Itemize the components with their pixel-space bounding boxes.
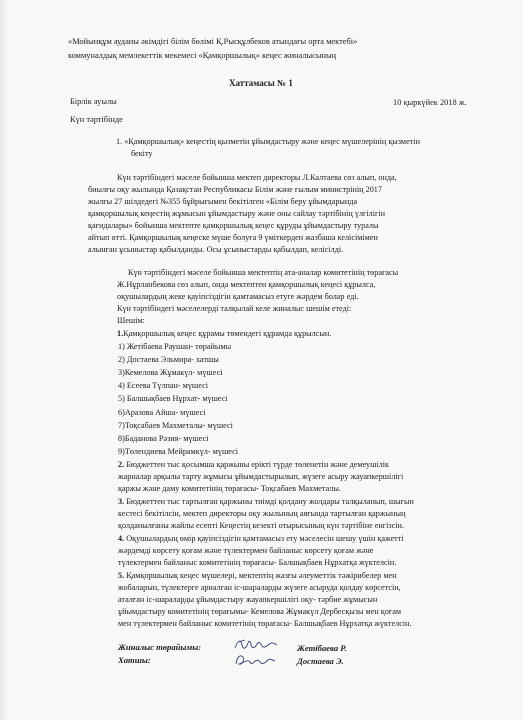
secretary-signature [232,651,278,669]
member-item: 7)Тоқсабаев Махметалы- мүшесі [118,421,233,430]
decision-number: 5. [118,571,125,580]
decision-number: 2. [118,460,125,469]
secretary-name: Достаева Э. [297,656,344,666]
scan-edge [0,0,8,720]
decision-3-line: кестесі бекітілсін, мектеп директоры оқу жылының аяғында тартылған қаржының [118,509,406,518]
para1-line: қағидалары» бойынша мектепте қамқоршылық кеңес құруды ұйымдастыру туралы [88,221,379,230]
decision-4 [118,535,404,543]
para1-line: қамқоршылық кеңестің жұмысын ұйымдастыру және оны сайлау тәртібінің үлгілігін [88,209,386,218]
member-item: 1) Жетібаева Раушан- төрайымы [118,342,232,351]
decision-text: Бюджеттен тыс тартылған қаржыны тиімді қолдану жолдары талқыланып, шығын [126,497,414,506]
para2-line: Күн тәртібіндегі мәселе бойынша мектептің ата-аналар комитетінің төрағасы [128,268,399,277]
decision-1 [117,330,331,338]
decision-5-line: жобаларын, түлектерге арналған іс-шараларды жүзеге асыруда қолдау көрсетсін, [118,583,401,592]
agenda-item-line-1: 1. «Қамқоршылық» кеңестің қызметін ұйымдастыру және кеңес мүшелерінің қызметін [116,137,420,146]
agenda-label: Күн тәртібінде [70,115,123,124]
header-line-2: коммуналдық мемлекеттік мекемесі «Қамқоршылық» кеңес жиналысының [68,51,337,60]
decision-5-line: аталған іс-шараларды ұйымдастыру жауапкершілігі оқу- тәрбие жұмысын [118,595,378,604]
decision-label: Шешім: [117,316,145,325]
para1-line: айтып өтті. Қамқоршылық кеңеске мүше болуға 9 үміткерден жазбаша келісімімен [88,233,378,242]
decision-number: 4. [118,534,125,543]
member-item: 2) Достаева Эльмира- хатшы [118,355,219,364]
decision-5 [118,572,397,580]
para1-line: биылғы оқу жылында Қазақстан Республикасы Білім және ғылым министрінің 2017 [88,185,382,194]
decision-5-line: ұйымдастыру комитетінің төрағымы- Кемелова Жұмакүл Дербесқызы мен қоғам [118,607,402,616]
member-item: 8)Баданова Рәзия- мүшесі [118,434,209,443]
para2-line: оқушылардың жеке қауіпсіздігін қамтамасыз етуге жәрдем болар еді. [117,292,359,301]
decision-number: 1. [117,329,124,338]
member-item: 3)Кемелова Жұмакүл- мүшесі [118,368,223,377]
place: Бірлік ауылы [70,97,117,106]
decision-text: Қамқоршылық кеңес мүшелері, мектептің жазғы әлеуметтік тәжірибелер мен [126,571,397,580]
decision-number: 3. [118,497,125,506]
para1-line: жылғы 27 шілдедегі №355 бұйрығымен бекітілген «Білім беру ұйымдарында [88,197,358,206]
decision-2-line: қаржы және даму комитетінің төрағасы- Тоқсабаев Махметалы. [118,484,341,493]
para1-line: алынған ұсыныстар қабылданды. Осы ұсыныстарды қабылдап, келісілді. [88,245,344,254]
chair-label: Жиналыс төрайымы: [118,642,202,652]
decision-text: Бюджеттен тыс қосымша қаржыны ерікті түрде төленетін және демеушілік [126,460,390,469]
document-title: Хаттамасы № 1 [229,78,293,88]
decision-2-line: жарналар арқылы тарту жұмысы ұйымдастырылып, жүзеге асыру жауапкершілігі [118,472,404,481]
header-line-1: «Мойынқұм ауданы әкімдігі білім бөлімі Қ.Рысқұлбеков атындағы орта мектебі» [68,37,358,46]
decision-4-line: түлектермен байланыс комитетінің төрағасы- Балшықбаев Нұрхатқа жүктелсін. [118,558,397,567]
date: 10 қыркүйек 2018 ж. [393,98,467,107]
para2-line: Ж.Нұрланбекова сөз алып, онда мектептен қамқоршылық кеңесі құрылса, [117,280,376,289]
member-item: 6)Аразова Айша- мүшесі [118,408,206,417]
secretary-label: Хатшы: [118,655,151,665]
decision-text: Оқушылардың өмір қауіпсіздігін қамтамасыз ету мәселесін шешу үшін қажетті [126,534,404,543]
member-item: 9)Төлендиева Мейрамкүл- мүшесі [118,447,238,456]
para1-line: Күн тәртібіндегі мәселе бойынша мектеп директоры Л.Калтаева сөз алып, онда, [117,173,397,182]
decision-3 [118,498,414,506]
decision-4-line: жәрдемді көрсету қоғам және түлектермен байланыс көрсету қоғам және [118,546,374,555]
para2-line: Күн тәртібіндегі мәселелерді талқылай келе жиналыс шешім етеді: [117,304,352,313]
chair-name: Жетібаева Р. [297,643,347,653]
agenda-item-line-2: бекіту [131,149,153,158]
decision-5-line: мен түлектермен байланыс комитетінің төрағасы- Балшықбаев Нұрхатқа жүктелсін. [118,619,412,628]
decision-3-line: қолданылғаны жайлы есепті Кеңестің кезекті отырысының күн тәртібіне енгізсін. [118,521,404,530]
member-item: 4) Есеева Түлпан- мүшесі [118,381,208,390]
decision-2 [118,461,389,469]
decision-text: Қамқоршылық кеңес құрамы төмендегі құрамда құрылсын. [123,329,332,338]
member-item: 5) Балшықбаев Нұрхат- мүшесі [118,394,228,403]
